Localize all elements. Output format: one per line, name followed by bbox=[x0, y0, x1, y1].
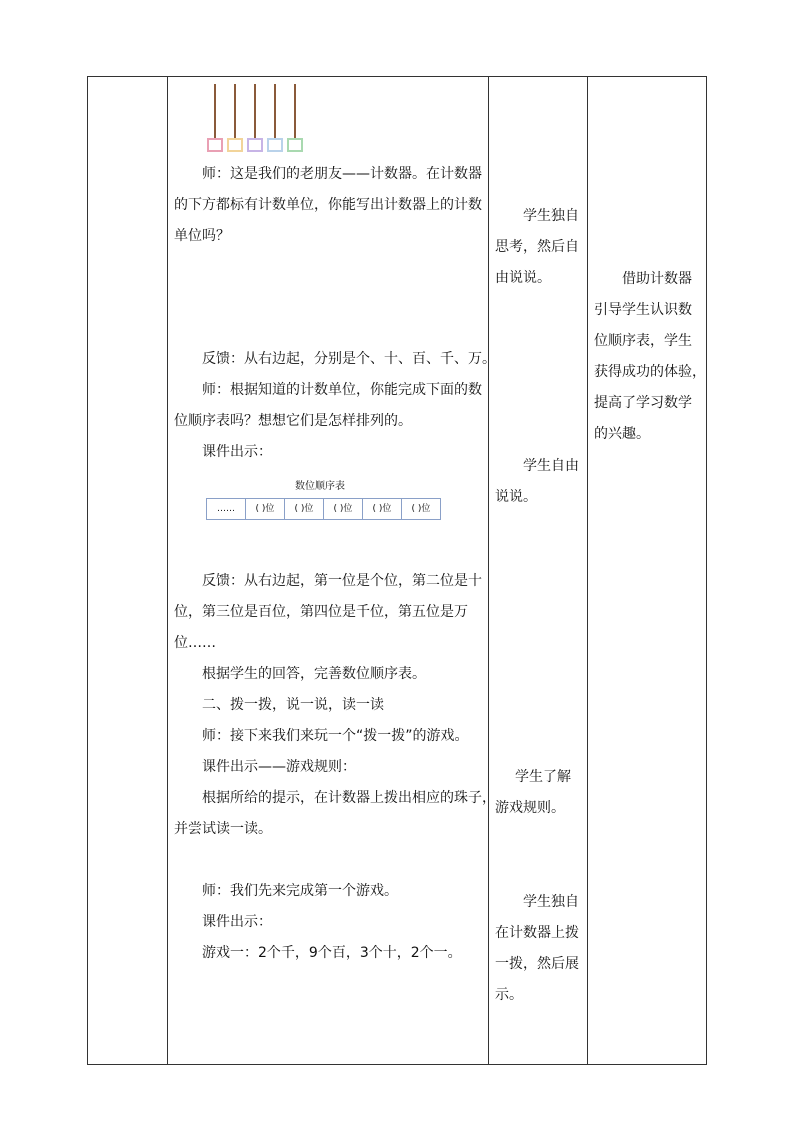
lesson-paragraph: 师：这是我们的老朋友——计数器。在计数器 bbox=[202, 166, 482, 182]
abacus-unit-box bbox=[247, 138, 263, 152]
student-activity-line: 学生独自 bbox=[523, 894, 579, 910]
place-value-cell: …… bbox=[207, 499, 246, 519]
abacus-unit-box bbox=[287, 138, 303, 152]
abacus-rod bbox=[294, 84, 296, 140]
lesson-paragraph: 根据所给的提示，在计数器上拨出相应的珠子， bbox=[202, 790, 496, 806]
student-activity-line: 说说。 bbox=[495, 489, 537, 505]
lesson-paragraph: 课件出示——游戏规则： bbox=[202, 759, 356, 775]
student-activity-line: 学生自由 bbox=[523, 458, 579, 474]
student-activity-line: 学生了解 bbox=[515, 769, 571, 785]
place-value-cell: ( )位 bbox=[246, 499, 285, 519]
place-value-cell: ( )位 bbox=[363, 499, 402, 519]
abacus-unit-box bbox=[207, 138, 223, 152]
abacus-rod bbox=[234, 84, 236, 140]
student-activity-line: 由说说。 bbox=[495, 270, 551, 286]
lesson-paragraph: 师：接下来我们来玩一个“拨一拨”的游戏。 bbox=[202, 728, 469, 744]
place-value-cell: ( )位 bbox=[411, 504, 431, 514]
abacus-rod bbox=[214, 84, 216, 140]
lesson-paragraph: 单位吗？ bbox=[174, 228, 230, 244]
place-value-cell: ( )位 bbox=[285, 499, 324, 519]
column-divider bbox=[488, 76, 489, 1065]
place-value-cell: ( )位 bbox=[324, 499, 363, 519]
abacus-illustration bbox=[205, 84, 310, 154]
lesson-paragraph: 游戏一：2个千，9个百，3个十，2个一。 bbox=[202, 945, 462, 961]
abacus-rod bbox=[274, 84, 276, 140]
lesson-paragraph: 位顺序表吗？想想它们是怎样排列的。 bbox=[174, 413, 412, 429]
lesson-paragraph: 反馈：从右边起，第一位是个位，第二位是十 bbox=[202, 573, 482, 589]
student-activity-block-4 bbox=[495, 887, 585, 1011]
column-divider bbox=[167, 76, 168, 1065]
design-intent-line: 获得成功的体验， bbox=[594, 364, 706, 380]
design-intent-line: 引导学生认识数 bbox=[594, 302, 692, 318]
student-activity-line: 示。 bbox=[495, 987, 523, 1003]
design-intent-line: 提高了学习数学 bbox=[594, 395, 692, 411]
lesson-paragraph: 的下方都标有计数单位，你能写出计数器上的计数 bbox=[174, 197, 482, 213]
lesson-paragraph: 位…… bbox=[174, 635, 216, 651]
lesson-paragraph: 课件出示： bbox=[202, 444, 272, 460]
section-heading: 二、拨一拨，说一说，读一读 bbox=[202, 697, 384, 713]
lesson-paragraph: 反馈：从右边起，分别是个、十、百、千、万。 bbox=[202, 351, 496, 367]
student-activity-block-3 bbox=[495, 762, 585, 824]
teaching-process-block-1 bbox=[174, 159, 484, 252]
teaching-process-block-3 bbox=[174, 566, 496, 845]
student-activity-line: 游戏规则。 bbox=[495, 800, 565, 816]
lesson-paragraph: 位，第三位是百位，第四位是千位，第五位是万 bbox=[174, 604, 468, 620]
teaching-process-block-2 bbox=[174, 344, 496, 468]
abacus-unit-box bbox=[267, 138, 283, 152]
lesson-paragraph: 师：我们先来完成第一个游戏。 bbox=[202, 883, 398, 899]
lesson-paragraph: 并尝试读一读。 bbox=[174, 821, 272, 837]
student-activity-line: 学生独自 bbox=[523, 208, 579, 224]
abacus-rod bbox=[254, 84, 256, 140]
lesson-paragraph: 根据学生的回答，完善数位顺序表。 bbox=[202, 666, 426, 682]
student-activity-block-1 bbox=[495, 201, 585, 294]
student-activity-line: 一拨，然后展 bbox=[495, 956, 579, 972]
lesson-paragraph: 课件出示： bbox=[202, 914, 272, 930]
lesson-paragraph: 师：根据知道的计数单位，你能完成下面的数 bbox=[202, 382, 482, 398]
design-intent-line: 的兴趣。 bbox=[594, 426, 650, 442]
place-value-table-title: 数位顺序表 bbox=[295, 481, 345, 492]
design-intent-line: 借助计数器 bbox=[622, 271, 692, 287]
student-activity-block-2 bbox=[495, 451, 585, 513]
student-activity-line: 在计数器上拨 bbox=[495, 925, 579, 941]
abacus-unit-box bbox=[227, 138, 243, 152]
student-activity-line: 思考，然后自 bbox=[495, 239, 579, 255]
teaching-process-block-4 bbox=[174, 876, 484, 969]
column-divider bbox=[587, 76, 588, 1065]
place-value-table bbox=[206, 498, 441, 520]
design-intent-block bbox=[594, 264, 706, 450]
design-intent-line: 位顺序表，学生 bbox=[594, 333, 692, 349]
